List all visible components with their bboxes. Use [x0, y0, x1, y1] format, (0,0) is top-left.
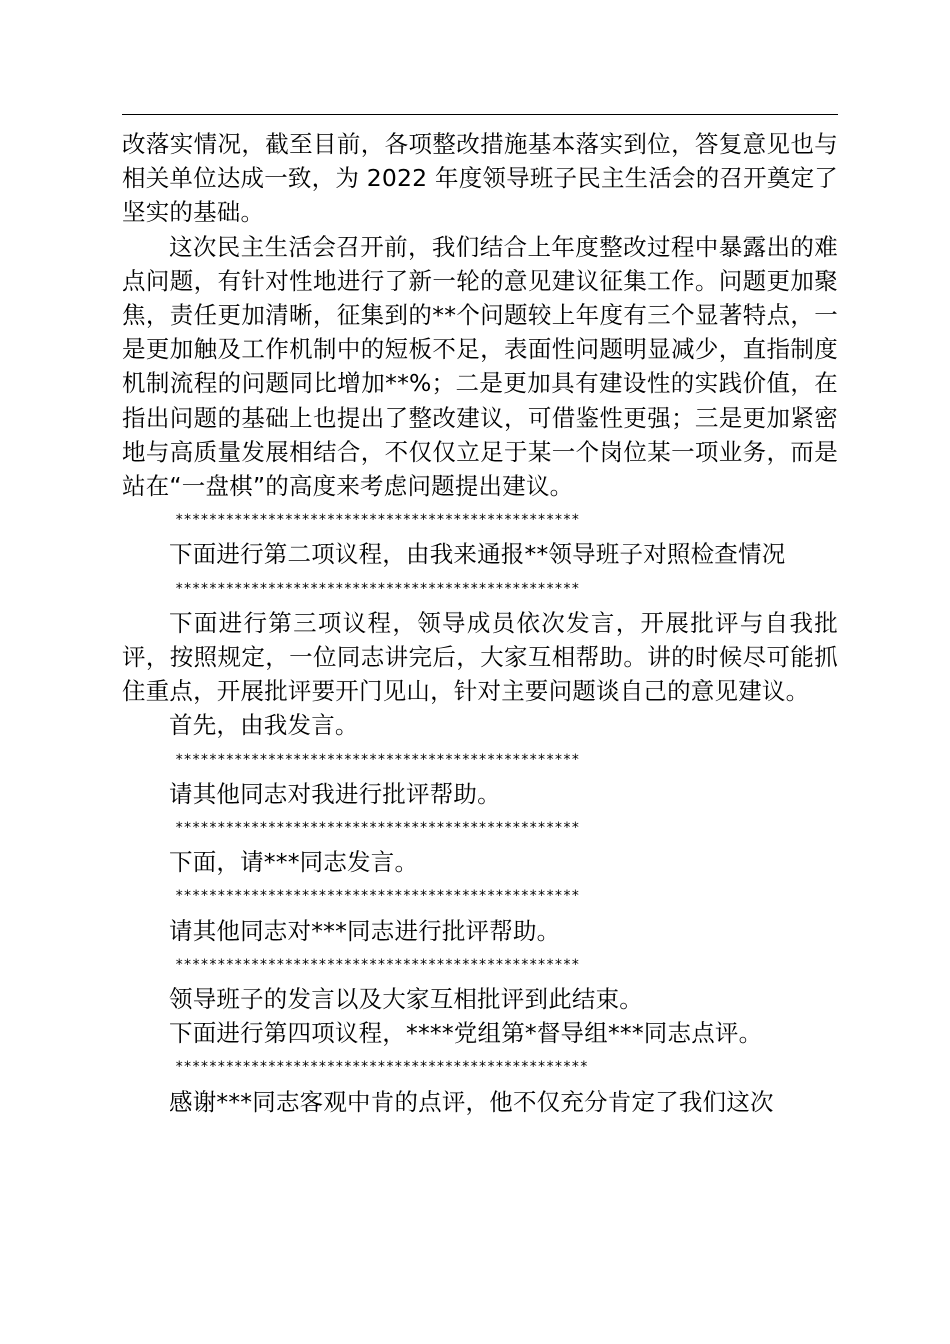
asterisk-separator: ************************************************	[175, 888, 580, 905]
asterisk-separator: *************************************************	[175, 1059, 589, 1076]
paragraph-opinion-collection: 这次民主生活会召开前，我们结合上年度整改过程中暴露出的难点问题，有针对性地进行了新一轮的意见建议征集工作。问题更加聚焦，责任更加清晰，征集到的**个问题较上年度有三个显著特点，一是更加触及工作机制中的短板不足，表面性问题明显减少，直指制度机制流程的问题同比增加**%；二是更加具有建设性的实践价值，在指出问题的基础上也提出了整改建议，可借鉴性更强；三是更加紧密地与高质量发展相结合，不仅仅立足于某一个岗位某一项业务，而是站在“一盘棋”的高度来考虑问题提出建议。	[122, 232, 838, 501]
paragraph-agenda-four: 下面进行第四项议程，****党组第*督导组***同志点评。	[169, 1019, 763, 1048]
paragraph-agenda-two: 下面进行第二项议程，由我来通报**领导班子对照检查情况	[169, 540, 786, 569]
paragraph-continuation: 改落实情况，截至目前，各项整改措施基本落实到位，答复意见也与相关单位达成一致，为 2022 年度领导班子民主生活会的召开奠定了坚实的基础。	[122, 130, 838, 227]
asterisk-separator: ************************************************	[175, 580, 580, 597]
asterisk-separator: ************************************************	[175, 820, 580, 837]
asterisk-separator: ************************************************	[175, 956, 580, 973]
document-body	[122, 127, 838, 1119]
paragraph-next-speaker: 下面，请***同志发言。	[169, 848, 419, 877]
paragraph-first-speech: 首先，由我发言。	[169, 711, 359, 740]
asterisk-separator: ************************************************	[175, 751, 580, 768]
paragraph-criticism-request-other: 请其他同志对***同志进行批评帮助。	[169, 916, 561, 945]
header-rule	[122, 114, 838, 115]
paragraph-criticism-request-self: 请其他同志对我进行批评帮助。	[169, 779, 501, 808]
paragraph-session-end: 领导班子的发言以及大家互相批评到此结束。	[169, 985, 643, 1014]
paragraph-thanks: 感谢***同志客观中肯的点评，他不仅充分肯定了我们这次	[169, 1087, 774, 1116]
paragraph-agenda-three: 下面进行第三项议程，领导成员依次发言，开展批评与自我批评，按照规定，一位同志讲完后，大家互相帮助。讲的时候尽可能抓住重点，开展批评要开门见山，针对主要问题谈自己的意见建议。	[122, 608, 838, 706]
asterisk-separator: ************************************************	[175, 512, 580, 529]
